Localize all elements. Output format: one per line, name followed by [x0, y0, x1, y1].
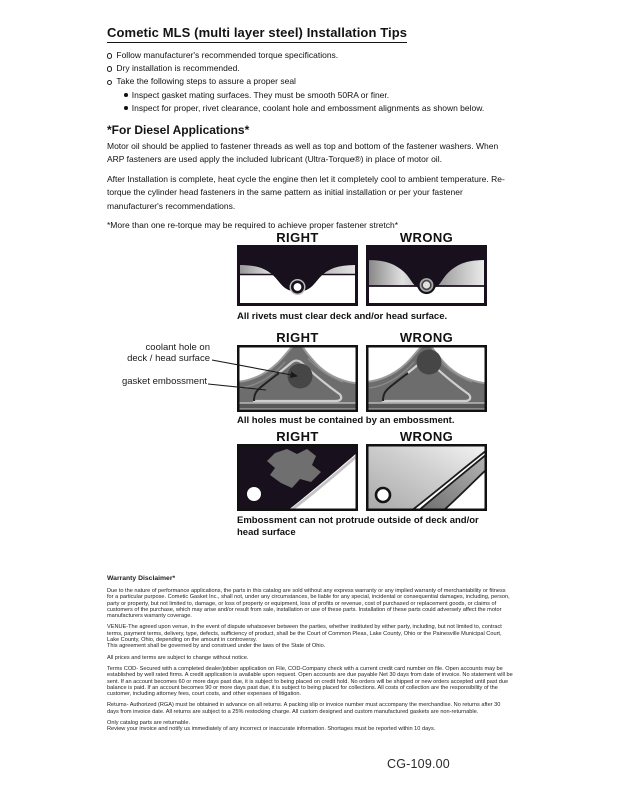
- list-item: [124, 102, 517, 115]
- tip-text: Inspect for proper, rivet clearance, coolant hole and embossment alignments as shown below.: [131, 102, 485, 113]
- legal-paragraph: Returns- Authorized (RGA) must be obtained in advance on all returns. A packing slip or invoice number must accompany the merchandise. No returns after 30 days from invoice date. All returns are subject to a 25% restocking charge. All custom designed and custom manufactured gaskets are non-returnable.: [107, 702, 501, 715]
- right-label: RIGHT: [276, 230, 319, 245]
- tip-text: Inspect gasket mating surfaces. They must be smooth 50RA or finer.: [131, 89, 390, 100]
- page-title: Cometic MLS (multi layer steel) Installation Tips: [107, 25, 407, 43]
- diesel-heading: *For Diesel Applications*: [107, 123, 250, 138]
- dot-bullet-icon: [124, 93, 128, 97]
- warranty-disclaimer-section: [107, 575, 513, 738]
- warranty-heading: Warranty Disclaimer*: [107, 575, 176, 582]
- wrong-label: WRONG: [399, 330, 454, 345]
- wrong-label: WRONG: [399, 429, 454, 444]
- diagram-rivet-right: [237, 245, 358, 306]
- leader-lines: [100, 340, 320, 400]
- list-item: [107, 75, 517, 88]
- list-item: [124, 89, 517, 102]
- coolant-hole-label: coolant hole on deck / head surface: [127, 342, 210, 364]
- diagram-embossment-right: [237, 345, 358, 412]
- list-item: [107, 49, 517, 62]
- intro-section: [107, 24, 517, 232]
- legal-paragraph: Review your invoice and notify us immediately of any incorrect or inaccurate information. Shortages must be reported within 10 days.: [107, 726, 436, 733]
- right-label: RIGHT: [276, 429, 319, 444]
- diagram-rivet-wrong: [366, 245, 487, 306]
- diagram-caption: Embossment can not protrude outside of deck and/or head surface: [237, 515, 479, 538]
- diagram-protrusion-right: [237, 444, 358, 511]
- diagram-embossment-wrong: [366, 345, 487, 412]
- coolant-hole-leader-line: [212, 360, 297, 376]
- diesel-paragraph: *More than one re-torque may be required to achieve proper fastener stretch*: [107, 220, 399, 231]
- diagram-caption: All rivets must clear deck and/or head surface.: [237, 311, 448, 322]
- tip-text: Follow manufacturer's recommended torque specifications.: [116, 50, 339, 60]
- diesel-paragraph: After Installation is complete, heat cycle the engine then let it completely cool to ambient temperature. Re-torque the cylinder head fasteners in the same pattern as initial installation or per your fastener manufacturer's recommendations.: [107, 173, 505, 211]
- legal-paragraph: Terms COD- Secured with a completed dealer/jobber application on File, COD-Company check with a current credit card number on file. Open accounts may be established by well rated firms. A credit application is available upon request. Open accounts are due payable Net 30 days from date of invoice. No statement will be sent. If an account becomes 60 or more days past due, it is subject to being placed on credit hold. No orders will be shipped or new orders accepted until past due balance is paid. If an account becomes 90 or more days past due, it is subject to being placed for collections. All costs of collection are the responsibility of the customer, including attorney fees, court costs, and other expenses of litigation.: [107, 665, 513, 698]
- legal-paragraph: Due to the nature of performance applications, the parts in this catalog are sold without any express warranty or any implied warranty of merchantability or fitness for a particular purpose. Cometic Gasket Inc., shall not, under any circumstances, be liable for any special, incidental or consequential damages, including, person, party or property, but not limited to, damage, or loss of property or equipment, loss of profits or revenue, cost of purchased or replacement goods, or claims of customers of the purchase, which may arise and/or result from sale, installation or use of these parts. Installation of these parts could adversely affect the motor manufacturers warranty coverage.: [107, 588, 510, 620]
- dot-bullet-icon: [124, 106, 128, 110]
- legal-paragraphs: [107, 588, 513, 733]
- catalog-page-code: CG-109.00: [387, 757, 450, 771]
- wrong-label: WRONG: [399, 230, 454, 245]
- tip-text: Dry installation is recommended.: [116, 63, 240, 74]
- diesel-paragraph: Motor oil should be applied to fastener threads as well as top and bottom of the fastener washers. When ARP fasteners are used apply the included lubricant (Ultra-Torque®) in place of motor oil.: [107, 141, 499, 165]
- gasket-embossment-label: gasket embossment: [121, 376, 207, 387]
- legal-paragraph: Only catalog parts are returnable.: [107, 720, 191, 727]
- legal-paragraph: This agreement shall be governed by and construed under the laws of the State of Ohio.: [107, 643, 326, 650]
- legal-paragraph: All prices and terms are subject to change without notice.: [107, 654, 249, 661]
- circle-bullet-icon: [107, 66, 112, 71]
- legal-paragraph: VENUE-The agreed upon venue, in the event of dispute whatsoever between the parties, whether instituted by either party, including, but not limited to, contract terms, payment terms, delivery, type, defects, sufficiency of product, shall be the Court of Common Pleas, Lake County, Ohio or the Painesville Municipal Court, Lake County, Ohio, depending on the amount in controversy.: [107, 624, 502, 644]
- circle-bullet-icon: [107, 80, 112, 85]
- embossment-leader-line: [208, 384, 266, 390]
- installation-tips-list: [107, 49, 517, 115]
- right-label: RIGHT: [276, 330, 319, 345]
- list-item: [107, 62, 517, 75]
- diagram-caption: All holes must be contained by an embossment.: [237, 415, 455, 426]
- circle-bullet-icon: [107, 53, 112, 58]
- diagram-protrusion-wrong: [366, 444, 487, 511]
- tip-text: Take the following steps to assure a proper seal: [116, 76, 296, 87]
